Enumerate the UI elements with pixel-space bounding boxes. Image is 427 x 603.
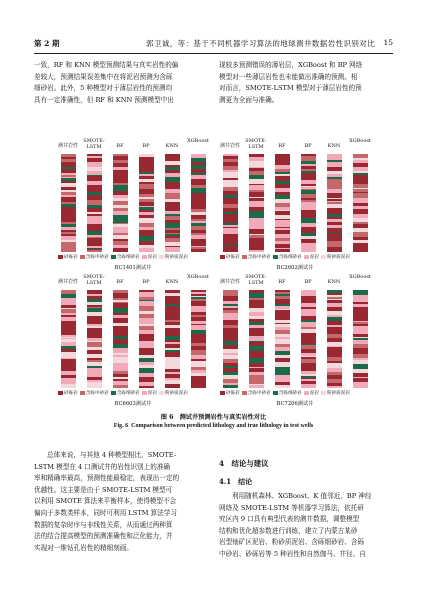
lithology-strip — [353, 290, 368, 388]
legend — [58, 254, 208, 262]
legend-swatch — [242, 391, 247, 395]
legend-label: 粉砂质泥岩 — [326, 391, 350, 396]
lithology-panel — [58, 274, 208, 412]
lithology-layer — [61, 249, 76, 252]
lithology-panel — [220, 274, 370, 412]
legend-swatch — [273, 255, 278, 259]
legend-label: 粉砂质泥岩 — [164, 391, 188, 396]
legend-label: 含砾中砂岩 — [247, 255, 271, 260]
figure-caption-text: Comparison between predicted lithology and true lithology in test wells — [131, 423, 314, 429]
legend-item — [242, 254, 271, 260]
lithology-strip — [61, 154, 76, 252]
lithology-strip — [249, 290, 264, 388]
legend-swatch — [111, 391, 116, 395]
column-label: BP — [304, 143, 312, 149]
legend-item — [58, 254, 78, 260]
page-number: 15 — [383, 38, 393, 47]
lithology-layer — [249, 250, 264, 252]
lithology-layer — [353, 386, 368, 388]
lithology-strip — [113, 290, 128, 388]
legend-label: 含砾细砂岩 — [116, 391, 140, 396]
text-line: 数据的复杂时序与非线性关系，从而通过两种算 — [34, 520, 173, 529]
legend-item — [321, 254, 350, 260]
lithology-layer — [275, 385, 290, 388]
paragraph-bottom-left — [34, 450, 208, 554]
lithology-layer — [113, 251, 128, 252]
text-line: LSTM 模型在 4 口测试井的岩性识别上的准确 — [34, 462, 171, 471]
column-label: SMOTE-LSTM — [245, 138, 267, 150]
legend-item — [304, 390, 319, 396]
paragraph-top-right — [219, 60, 393, 106]
column-label: 测井岩性 — [57, 279, 78, 285]
text-line: 偏向于多数类样本，同时可利用 LSTM 算法学习 — [34, 508, 177, 517]
figure-caption-en — [0, 423, 427, 429]
legend-item — [220, 254, 240, 260]
text-line: 以利用 SMOTE 算法来平衡样本，使得模型不会 — [34, 497, 177, 506]
legend-label: 粉砂质泥岩 — [326, 255, 350, 260]
lithology-layer — [87, 250, 102, 252]
lithology-strip — [191, 290, 206, 388]
column-label: 测井岩性 — [219, 279, 240, 285]
running-title: 郭卫诚，等：基于不同机器学习算法的地球测井数据岩性识别对比 — [146, 39, 376, 48]
column-label: SMOTE-LSTM — [83, 274, 105, 286]
legend-item — [142, 254, 157, 260]
column-label: RF — [278, 143, 286, 149]
lithology-strip — [327, 154, 342, 252]
header-rule — [34, 53, 393, 54]
legend-label: 泥岩 — [147, 255, 157, 260]
running-header — [34, 38, 393, 52]
lithology-strip — [87, 154, 102, 252]
legend-item — [159, 254, 188, 260]
legend-label: 含砾细砂岩 — [278, 255, 302, 260]
panel-caption: BC2602测试井 — [276, 265, 314, 271]
column-label: KNN — [327, 143, 341, 149]
lithology-strip — [223, 154, 238, 252]
lithology-layer — [249, 385, 264, 388]
lithology-layer — [301, 384, 316, 388]
legend-swatch — [80, 391, 85, 395]
legend-label: 砂砾岩 — [64, 255, 78, 260]
text-line: 率和精确率最高，预测性能最稳定，表现出一定的 — [34, 474, 180, 483]
legend-item — [111, 254, 140, 260]
legend-swatch — [304, 391, 309, 395]
legend-item — [242, 390, 271, 396]
text-line: 具有一定准确性，但 RF 和 KNN 预测模型中出 — [34, 95, 174, 104]
panel-caption: BC1401测试井 — [114, 265, 152, 271]
legend-swatch — [142, 255, 147, 259]
column-label: 测井岩性 — [219, 143, 240, 149]
lithology-layer — [327, 386, 342, 388]
legend-item — [159, 390, 188, 396]
column-label: XGBoost — [349, 274, 371, 280]
lithology-layer — [191, 249, 206, 252]
legend-item — [111, 390, 140, 396]
legend-swatch — [304, 255, 309, 259]
column-label: 测井岩性 — [57, 143, 78, 149]
lithology-layer — [223, 385, 238, 388]
lithology-strip — [139, 290, 154, 388]
legend-label: 砂砾岩 — [226, 391, 240, 396]
lithology-panel — [58, 138, 208, 276]
lithology-strip — [301, 154, 316, 252]
legend-label: 粉砂质泥岩 — [164, 255, 188, 260]
legend-label: 泥岩 — [147, 391, 157, 396]
legend-item — [273, 390, 302, 396]
legend-item — [58, 390, 78, 396]
lithology-strip — [113, 154, 128, 252]
lithology-strip — [61, 290, 76, 388]
lithology-layer — [165, 384, 180, 388]
column-label: RF — [116, 143, 124, 149]
section-title: 4 结论与建议 — [219, 459, 269, 468]
text-line: 利用随机森林、XGBoost、K 值邻近、BP 神经 — [232, 492, 372, 500]
lithology-strip — [223, 290, 238, 388]
legend-label: 含砾中砂岩 — [85, 255, 109, 260]
lithology-layer — [61, 384, 76, 388]
lithology-strip — [301, 290, 316, 388]
lithology-layer — [139, 248, 154, 252]
lithology-layer — [113, 385, 128, 388]
legend-swatch — [80, 255, 85, 259]
column-label: XGBoost — [349, 138, 371, 144]
paragraph-bottom-right — [219, 491, 393, 561]
legend-label: 含砾细砂岩 — [116, 255, 140, 260]
subsection-title: 4.1 结论 — [219, 477, 253, 486]
legend-item — [273, 254, 302, 260]
text-line: 模型对一些薄层岩性也未能做出准确的预测。相 — [219, 72, 358, 81]
text-line: 结构和优化超参数进行训练，建立了内蒙古某砂 — [219, 526, 358, 535]
lithology-layer — [191, 383, 206, 388]
text-line: 中砂岩、砂砾岩等 5 种岩性和自然伽马、井径、自 — [219, 549, 366, 558]
issue-number: 第 2 期 — [34, 39, 60, 48]
figure-label: Fig. 6 — [113, 423, 129, 429]
lithology-strip — [353, 154, 368, 252]
lithology-layer — [275, 249, 290, 252]
lithology-strip — [249, 154, 264, 252]
text-line: 优越性。这主要是由于 SMOTE-LSTM 模型可 — [34, 485, 173, 494]
text-line: 岩型铀矿区泥岩、粉砂质泥岩、含砾细砂岩、含砾 — [219, 538, 365, 547]
legend-swatch — [58, 255, 63, 259]
lithology-strip — [191, 154, 206, 252]
text-line: 网络及 SMOTE-LSTM 等机器学习算法，依托研 — [219, 503, 364, 512]
text-line: 总体来说，与其他 4 种模型相比，SMOTE- — [47, 451, 176, 459]
legend — [220, 254, 370, 262]
legend-label: 含砾细砂岩 — [278, 391, 302, 396]
lithology-layer — [223, 249, 238, 252]
column-label: BP — [142, 143, 150, 149]
legend-swatch — [58, 391, 63, 395]
legend-item — [142, 390, 157, 396]
legend-label: 泥岩 — [309, 255, 319, 260]
text-line: 对而言，SMOTE-LSTM 模型对于薄层岩性的预 — [219, 84, 362, 93]
text-line: 现较多预测错误的薄岩层，XGBoost 和 BP 网络 — [219, 61, 363, 69]
column-label: KNN — [165, 143, 179, 149]
lithology-strip — [87, 290, 102, 388]
legend-swatch — [159, 255, 164, 259]
legend-item — [80, 254, 109, 260]
legend-label: 泥岩 — [309, 391, 319, 396]
column-label: RF — [278, 279, 286, 285]
legend-swatch — [321, 255, 326, 259]
lithology-layer — [301, 250, 316, 252]
text-line: 法的结合提高模型的预测准确性和泛化能力，并 — [34, 532, 173, 541]
text-line: 差较大，预测结果误差集中在将泥岩预测为含砾 — [34, 72, 173, 81]
legend-swatch — [142, 391, 147, 395]
text-line: 究区内 9 口具有典型代表的测井数据，调整模型 — [219, 515, 360, 524]
legend-item — [220, 390, 240, 396]
text-line: 实现对一维钻孔岩性的精细刻画。 — [34, 543, 133, 552]
legend — [58, 390, 208, 398]
lithology-strip — [165, 290, 180, 388]
lithology-layer — [87, 384, 102, 388]
text-line: 一致，RF 和 KNN 模型预测结果与真实岩性的偏 — [34, 61, 179, 69]
legend — [220, 390, 370, 398]
panel-caption: BC7206测试井 — [276, 401, 314, 407]
column-label: BP — [304, 279, 312, 285]
column-label: SMOTE-LSTM — [245, 274, 267, 286]
legend-swatch — [242, 255, 247, 259]
legend-swatch — [111, 255, 116, 259]
legend-swatch — [159, 391, 164, 395]
figure-caption-cn: 图 6 测试井预测岩性与真实岩性对比 — [160, 414, 267, 421]
text-line: 测更为全面与准确。 — [219, 95, 279, 104]
column-label: XGBoost — [187, 138, 209, 144]
legend-label: 含砾中砂岩 — [85, 391, 109, 396]
lithology-strip — [327, 290, 342, 388]
legend-item — [321, 390, 350, 396]
legend-label: 砂砾岩 — [64, 391, 78, 396]
lithology-layer — [327, 247, 342, 252]
legend-item — [304, 254, 319, 260]
paragraph-top-left — [34, 60, 208, 106]
legend-label: 砂砾岩 — [226, 255, 240, 260]
column-label: XGBoost — [187, 274, 209, 280]
column-label: KNN — [165, 279, 179, 285]
column-label: SMOTE-LSTM — [83, 138, 105, 150]
column-label: BP — [142, 279, 150, 285]
lithology-strip — [165, 154, 180, 252]
lithology-strip — [139, 154, 154, 252]
lithology-layer — [165, 247, 180, 252]
legend-swatch — [220, 391, 225, 395]
lithology-layer — [353, 248, 368, 252]
panel-caption: BC6603测试井 — [114, 401, 152, 407]
legend-swatch — [273, 391, 278, 395]
lithology-layer — [139, 386, 154, 388]
legend-item — [80, 390, 109, 396]
lithology-strip — [275, 154, 290, 252]
text-line: 细砂岩。此外，5 种模型对于薄层岩性的预测均 — [34, 84, 173, 93]
legend-label: 含砾中砂岩 — [247, 391, 271, 396]
column-label: KNN — [327, 279, 341, 285]
column-label: RF — [116, 279, 124, 285]
lithology-strip — [275, 290, 290, 388]
legend-swatch — [321, 391, 326, 395]
lithology-panel — [220, 138, 370, 276]
legend-swatch — [220, 255, 225, 259]
